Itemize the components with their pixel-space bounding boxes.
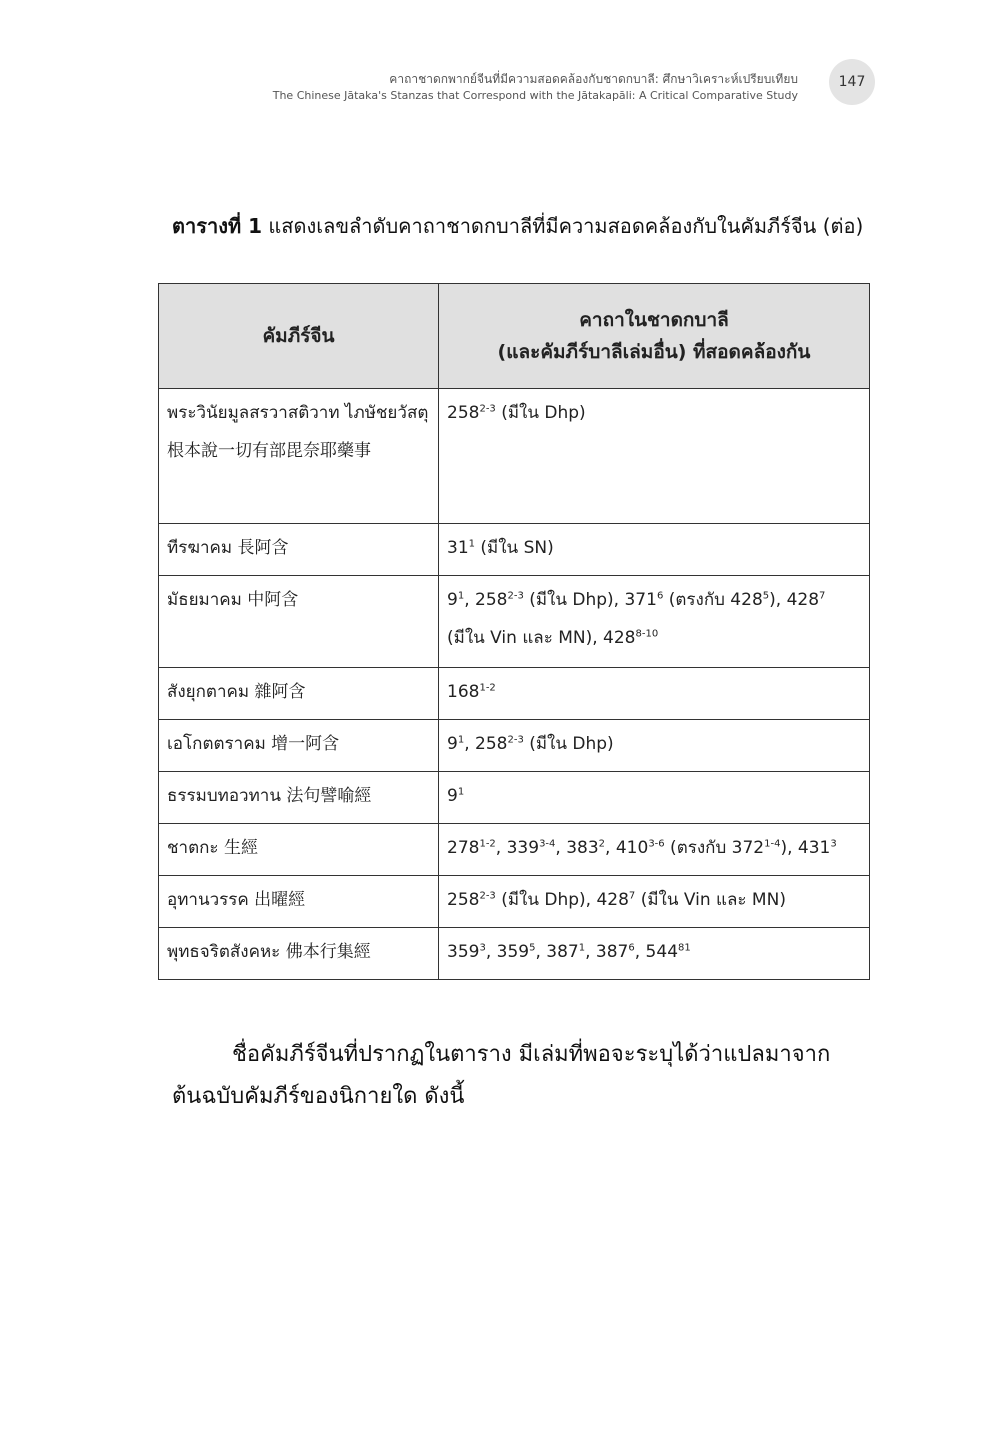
stanza-superscript: 1-2 <box>479 838 496 850</box>
table-row <box>159 772 870 824</box>
cell-chinese-text: เอโกตตราคม 增一阿含 <box>159 720 439 772</box>
cell-chinese-text: ทีรฆาคม 長阿含 <box>159 524 439 576</box>
stanza-superscript: 2-3 <box>507 590 524 602</box>
header-chinese-texts: คัมภีร์จีน <box>159 284 439 389</box>
stanza-superscript: 3-6 <box>648 838 665 850</box>
cell-chinese-text: พระวินัยมูลสรวาสติวาท ไภษัชยวัสตุ 根本說一切有部毘奈耶藥事 <box>159 389 439 524</box>
body-paragraph <box>172 1034 862 1118</box>
stanza-text: (มีใน Vin และ MN) <box>635 890 786 910</box>
table-row <box>159 668 870 720</box>
stanza-text: , 383 <box>555 838 599 858</box>
stanza-text: (ตรงกับ 372 <box>664 838 765 858</box>
stanza-text: (มีใน Dhp) <box>495 403 586 423</box>
cell-chinese-text: อุทานวรรค 出曜經 <box>159 876 439 928</box>
stanza-superscript: 2 <box>598 838 606 850</box>
stanza-superscript: 6 <box>628 942 635 954</box>
stanza-text: 168 <box>447 682 480 702</box>
stanza-text: (มีใน SN) <box>475 538 554 558</box>
stanza-superscript: 8-10 <box>635 628 659 640</box>
cell-pali-stanzas <box>439 576 870 668</box>
stanza-superscript: 3 <box>479 942 486 954</box>
cell-pali-stanzas <box>439 389 870 524</box>
stanza-superscript: 1-2 <box>479 682 496 694</box>
stanza-superscript: 1 <box>457 590 465 602</box>
stanza-text: , 339 <box>495 838 540 858</box>
stanza-text: 278 <box>447 838 480 858</box>
stanza-text: (มีใน Vin และ MN), 428 <box>447 628 636 648</box>
cell-chinese-text: ชาตกะ 生經 <box>159 824 439 876</box>
header-pali-line1: คาถาในชาดกบาลี <box>579 309 729 331</box>
running-head <box>273 70 798 104</box>
stanza-text: (ตรงกับ 428 <box>663 590 763 610</box>
stanza-superscript: 1 <box>457 734 465 746</box>
table-row <box>159 576 870 668</box>
paragraph-line-1: ชื่อคัมภีร์จีนที่ปรากฏในตาราง มีเล่มที่พอจะระบุได้ว่าแปลมาจาก <box>232 1042 831 1067</box>
running-head-thai: คาถาชาดกพากย์จีนที่มีความสอดคล้องกับชาดกบาลี: ศึกษาวิเคราะห์เปรียบเทียบ <box>389 72 798 86</box>
stanza-superscript: 2-3 <box>507 734 524 746</box>
cell-pali-stanzas <box>439 524 870 576</box>
stanza-text: 31 <box>447 538 469 558</box>
cell-chinese-text: ธรรมบทอวทาน 法句譬喻經 <box>159 772 439 824</box>
cell-pali-stanzas <box>439 720 870 772</box>
stanza-text: ), 431 <box>780 838 831 858</box>
stanza-superscript: 5 <box>762 590 770 602</box>
table-caption-label: ตารางที่ 1 <box>172 214 263 238</box>
stanza-text: , 544 <box>634 942 679 962</box>
stanza-text: , 387 <box>585 942 629 962</box>
cell-pali-stanzas <box>439 668 870 720</box>
comparison-table <box>158 283 870 980</box>
cell-chinese-text: มัธยมาคม 中阿含 <box>159 576 439 668</box>
stanza-superscript: 3 <box>830 838 837 850</box>
table-caption-text: แสดงเลขลำดับคาถาชาดกบาลีที่มีความสอดคล้องกับในคัมภีร์จีน (ต่อ) <box>268 214 864 238</box>
paragraph-line-2: ต้นฉบับคัมภีร์ของนิกายใด ดังนี้ <box>172 1084 465 1109</box>
cell-chinese-text: สังยุกตาคม 雜阿含 <box>159 668 439 720</box>
stanza-text: , 410 <box>605 838 649 858</box>
stanza-text: , 359 <box>485 942 530 962</box>
stanza-text: 359 <box>447 942 480 962</box>
table-row <box>159 824 870 876</box>
header-pali-line2: (และคัมภีร์บาลีเล่มอื่น) ที่สอดคล้องกัน <box>497 341 811 363</box>
table-body <box>159 389 870 980</box>
stanza-text: 9 <box>447 786 458 806</box>
table-row <box>159 720 870 772</box>
cell-pali-stanzas <box>439 876 870 928</box>
stanza-text: ), 428 <box>769 590 820 610</box>
stanza-text: 9 <box>447 734 458 754</box>
table-row <box>159 876 870 928</box>
page-number: 147 <box>829 59 875 105</box>
stanza-superscript: 2-3 <box>479 890 496 902</box>
cell-pali-stanzas <box>439 928 870 980</box>
stanza-text: , 387 <box>535 942 579 962</box>
stanza-superscript: 3-4 <box>539 838 556 850</box>
stanza-superscript: 81 <box>678 942 691 954</box>
stanza-text: , 258 <box>464 734 508 754</box>
cell-chinese-text: พุทธจริตสังคหะ 佛本行集經 <box>159 928 439 980</box>
stanza-superscript: 1 <box>468 538 476 550</box>
cell-pali-stanzas <box>439 824 870 876</box>
stanza-text: (มีใน Dhp) <box>523 734 614 754</box>
stanza-superscript: 6 <box>656 590 664 602</box>
stanza-superscript: 2-3 <box>479 403 496 415</box>
stanza-text: 258 <box>447 890 480 910</box>
table-row <box>159 928 870 980</box>
stanza-superscript: 5 <box>529 942 536 954</box>
stanza-superscript: 1 <box>457 786 465 798</box>
stanza-text: (มีใน Dhp), 428 <box>495 890 629 910</box>
cell-pali-stanzas <box>439 772 870 824</box>
table-row <box>159 524 870 576</box>
stanza-superscript: 7 <box>819 590 826 602</box>
stanza-superscript: 1 <box>578 942 586 954</box>
table-caption <box>172 210 863 242</box>
header-pali-stanzas <box>439 284 870 389</box>
stanza-superscript: 1-4 <box>764 838 781 850</box>
stanza-text: 258 <box>447 403 480 423</box>
running-head-english: The Chinese Jātaka's Stanzas that Correspond with the Jātakapāli: A Critical Comparative Study <box>272 89 798 102</box>
table-row <box>159 389 870 524</box>
stanza-superscript: 7 <box>628 890 636 902</box>
stanza-text: , 258 <box>464 590 508 610</box>
stanza-text: (มีใน Dhp), 371 <box>523 590 657 610</box>
table-header-row <box>159 284 870 389</box>
stanza-text: 9 <box>447 590 458 610</box>
